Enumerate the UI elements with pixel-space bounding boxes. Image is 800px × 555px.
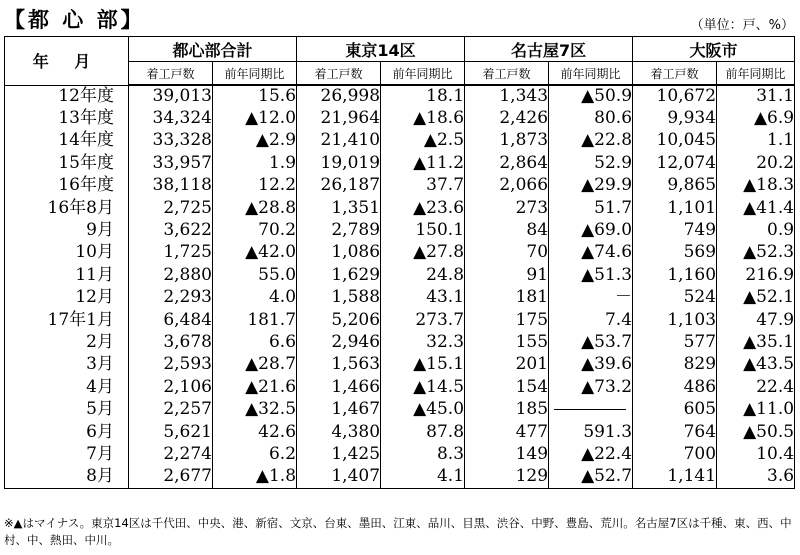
region-header: 名古屋7区 (465, 37, 633, 62)
unit-label: （単位：戸、%） (690, 18, 794, 33)
count-cell: 201 (465, 354, 549, 376)
table-row (5, 287, 795, 309)
table-row (5, 219, 795, 241)
count-cell: 2,066 (465, 175, 549, 197)
row-label: 5月 (5, 398, 129, 420)
row-label: 17年1月 (5, 309, 129, 331)
count-cell: 10,045 (633, 130, 717, 152)
count-cell: 21,964 (297, 107, 381, 129)
ratio-cell: 7.4 (549, 309, 633, 331)
count-cell: 1,343 (465, 85, 549, 107)
row-label: 16年8月 (5, 197, 129, 219)
ratio-cell: 181.7 (213, 309, 297, 331)
row-label: 6月 (5, 421, 129, 443)
count-cell: 38,118 (129, 175, 213, 197)
count-cell: 3,678 (129, 331, 213, 353)
ratio-cell: 55.0 (213, 264, 297, 286)
ratio-cell: 32.3 (381, 331, 465, 353)
table-row (5, 354, 795, 376)
row-label: 12年度 (5, 85, 129, 107)
count-cell: 1,563 (297, 354, 381, 376)
row-label: 12月 (5, 287, 129, 309)
row-label: 8月 (5, 466, 129, 488)
ratio-cell: 24.8 (381, 264, 465, 286)
page-header (4, 4, 794, 34)
ratio-cell: ▲28.8 (213, 197, 297, 219)
ratio-cell: 6.2 (213, 443, 297, 465)
count-cell: 2,593 (129, 354, 213, 376)
count-cell: 84 (465, 219, 549, 241)
count-cell: 2,789 (297, 219, 381, 241)
col-count-header: 着工戸数 (129, 62, 213, 86)
count-cell: 2,426 (465, 107, 549, 129)
ratio-cell: 12.2 (213, 175, 297, 197)
count-cell: 2,880 (129, 264, 213, 286)
count-cell: 34,324 (129, 107, 213, 129)
ratio-cell: ▲32.5 (213, 398, 297, 420)
table-row (5, 107, 795, 129)
row-label: 3月 (5, 354, 129, 376)
row-label: 4月 (5, 376, 129, 398)
ratio-cell: ▲1.8 (213, 466, 297, 488)
count-cell: 33,328 (129, 130, 213, 152)
ratio-cell: ▲73.2 (549, 376, 633, 398)
count-cell: 524 (633, 287, 717, 309)
region-header: 都心部合計 (129, 37, 297, 62)
row-label: 2月 (5, 331, 129, 353)
ratio-cell: 43.1 (381, 287, 465, 309)
table-row (5, 309, 795, 331)
ratio-cell: ▲15.1 (381, 354, 465, 376)
count-cell: 2,864 (465, 152, 549, 174)
count-cell: 5,206 (297, 309, 381, 331)
row-label: 10月 (5, 242, 129, 264)
ratio-cell: 10.4 (717, 443, 795, 465)
count-cell: 273 (465, 197, 549, 219)
row-label: 14年度 (5, 130, 129, 152)
ratio-cell: 1.9 (213, 152, 297, 174)
count-cell: 1,141 (633, 466, 717, 488)
count-cell: 21,410 (297, 130, 381, 152)
count-cell: 6,484 (129, 309, 213, 331)
count-cell: 154 (465, 376, 549, 398)
ratio-cell: 51.7 (549, 197, 633, 219)
count-cell: 1,160 (633, 264, 717, 286)
table-row (5, 130, 795, 152)
ratio-cell: ▲23.6 (381, 197, 465, 219)
count-cell: 10,672 (633, 85, 717, 107)
row-label: 15年度 (5, 152, 129, 174)
col-count-header: 着工戸数 (297, 62, 381, 86)
col-ratio-header: 前年同期比 (549, 62, 633, 86)
count-cell: 70 (465, 242, 549, 264)
table-row (5, 175, 795, 197)
ratio-cell: 20.2 (717, 152, 795, 174)
region-header: 大阪市 (633, 37, 795, 62)
table-row (5, 197, 795, 219)
count-cell: 1,629 (297, 264, 381, 286)
ratio-cell: ▲11.0 (717, 398, 795, 420)
ratio-cell: 31.1 (717, 85, 795, 107)
count-cell: 486 (633, 376, 717, 398)
ratio-cell: ▲2.9 (213, 130, 297, 152)
ratio-cell: ▲41.4 (717, 197, 795, 219)
ratio-cell: 87.8 (381, 421, 465, 443)
page-title: 【都 心 部】 (4, 8, 145, 32)
count-cell: 1,351 (297, 197, 381, 219)
table-row (5, 264, 795, 286)
ratio-cell: 3.6 (717, 466, 795, 488)
ratio-cell: ▲50.9 (549, 85, 633, 107)
count-cell: 1,466 (297, 376, 381, 398)
ratio-cell: ▲69.0 (549, 219, 633, 241)
count-cell: 9,865 (633, 175, 717, 197)
count-cell: 569 (633, 242, 717, 264)
ratio-cell: ▲74.6 (549, 242, 633, 264)
count-cell: 149 (465, 443, 549, 465)
row-label: 13年度 (5, 107, 129, 129)
col-ratio-header: 前年同期比 (381, 62, 465, 86)
ratio-cell: 42.6 (213, 421, 297, 443)
ratio-cell: ▲51.3 (549, 264, 633, 286)
ratio-cell: 52.9 (549, 152, 633, 174)
table-row (5, 398, 795, 420)
col-ratio-header: 前年同期比 (717, 62, 795, 86)
row-label: 9月 (5, 219, 129, 241)
row-label: 11月 (5, 264, 129, 286)
count-cell: 4,380 (297, 421, 381, 443)
count-cell: 700 (633, 443, 717, 465)
count-cell: 1,101 (633, 197, 717, 219)
ratio-cell: ▲18.3 (717, 175, 795, 197)
ratio-cell: 8.3 (381, 443, 465, 465)
ratio-cell: ▲14.5 (381, 376, 465, 398)
ratio-cell: ▲12.0 (213, 107, 297, 129)
ratio-cell: ▲18.6 (381, 107, 465, 129)
col-count-header: 着工戸数 (465, 62, 549, 86)
count-cell: 1,588 (297, 287, 381, 309)
ratio-cell: 216.9 (717, 264, 795, 286)
count-cell: 477 (465, 421, 549, 443)
ratio-cell: 273.7 (381, 309, 465, 331)
count-cell: 2,725 (129, 197, 213, 219)
count-cell: 1,103 (633, 309, 717, 331)
ratio-cell: ▲45.0 (381, 398, 465, 420)
row-label: 16年度 (5, 175, 129, 197)
table-row (5, 242, 795, 264)
table-row (5, 421, 795, 443)
count-cell: 2,293 (129, 287, 213, 309)
count-cell: 1,725 (129, 242, 213, 264)
count-cell: 2,106 (129, 376, 213, 398)
ratio-cell: ▲43.5 (717, 354, 795, 376)
ratio-cell: 0.9 (717, 219, 795, 241)
count-cell: 605 (633, 398, 717, 420)
table-row (5, 152, 795, 174)
ratio-cell: ▲6.9 (717, 107, 795, 129)
count-cell: 1,467 (297, 398, 381, 420)
housing-starts-table (4, 36, 795, 489)
ratio-cell: 150.1 (381, 219, 465, 241)
ratio-cell (549, 398, 633, 420)
ratio-cell: 15.6 (213, 85, 297, 107)
count-cell: 33,957 (129, 152, 213, 174)
ratio-cell: ▲29.9 (549, 175, 633, 197)
ratio-cell: ▲39.6 (549, 354, 633, 376)
count-cell: 19,019 (297, 152, 381, 174)
count-cell: 1,425 (297, 443, 381, 465)
table-body (5, 85, 795, 488)
ratio-cell: 80.6 (549, 107, 633, 129)
count-cell: 155 (465, 331, 549, 353)
year-month-header: 年 月 (5, 37, 129, 86)
table-row (5, 466, 795, 488)
ratio-cell: 22.4 (717, 376, 795, 398)
table-row (5, 443, 795, 465)
region-header: 東京14区 (297, 37, 465, 62)
table-row (5, 376, 795, 398)
ratio-cell: ▲11.2 (381, 152, 465, 174)
ratio-cell: ▲42.0 (213, 242, 297, 264)
ratio-cell: ▲22.4 (549, 443, 633, 465)
col-count-header: 着工戸数 (633, 62, 717, 86)
ratio-cell: ▲52.3 (717, 242, 795, 264)
count-cell: 91 (465, 264, 549, 286)
count-cell: 2,274 (129, 443, 213, 465)
count-cell: 26,187 (297, 175, 381, 197)
ratio-cell: ▲52.7 (549, 466, 633, 488)
ratio-cell: 591.3 (549, 421, 633, 443)
ratio-cell: ▲2.5 (381, 130, 465, 152)
table-row (5, 331, 795, 353)
ratio-cell: 18.1 (381, 85, 465, 107)
count-cell: 185 (465, 398, 549, 420)
ratio-cell: 4.1 (381, 466, 465, 488)
footnote: ※▲はマイナス。東京14区は千代田、中央、港、新宿、文京、台東、墨田、江東、品川、目黒、渋谷、中野、豊島、荒川。名古屋7区は千種、東、西、中村、中、熱田、中川。 (4, 516, 792, 547)
count-cell: 3,622 (129, 219, 213, 241)
count-cell: 2,946 (297, 331, 381, 353)
no-data-line (554, 409, 626, 410)
count-cell: 9,934 (633, 107, 717, 129)
ratio-cell: ▲21.6 (213, 376, 297, 398)
count-cell: 829 (633, 354, 717, 376)
count-cell: 749 (633, 219, 717, 241)
ratio-cell: ▲28.7 (213, 354, 297, 376)
ratio-cell: 37.7 (381, 175, 465, 197)
count-cell: 39,013 (129, 85, 213, 107)
col-ratio-header: 前年同期比 (213, 62, 297, 86)
ratio-cell: ▲22.8 (549, 130, 633, 152)
ratio-cell: 1.1 (717, 130, 795, 152)
count-cell: 1,407 (297, 466, 381, 488)
count-cell: 764 (633, 421, 717, 443)
count-cell: 1,086 (297, 242, 381, 264)
ratio-cell: 70.2 (213, 219, 297, 241)
ratio-cell: ▲35.1 (717, 331, 795, 353)
ratio-cell: ▲27.8 (381, 242, 465, 264)
ratio-cell: ▲53.7 (549, 331, 633, 353)
ratio-cell: ▲50.5 (717, 421, 795, 443)
count-cell: 181 (465, 287, 549, 309)
count-cell: 2,257 (129, 398, 213, 420)
count-cell: 26,998 (297, 85, 381, 107)
count-cell: 577 (633, 331, 717, 353)
count-cell: 5,621 (129, 421, 213, 443)
count-cell: 1,873 (465, 130, 549, 152)
ratio-cell: － (549, 287, 633, 309)
count-cell: 12,074 (633, 152, 717, 174)
ratio-cell: 47.9 (717, 309, 795, 331)
table-row (5, 85, 795, 107)
row-label: 7月 (5, 443, 129, 465)
count-cell: 129 (465, 466, 549, 488)
ratio-cell: ▲52.1 (717, 287, 795, 309)
ratio-cell: 4.0 (213, 287, 297, 309)
count-cell: 175 (465, 309, 549, 331)
ratio-cell: 6.6 (213, 331, 297, 353)
count-cell: 2,677 (129, 466, 213, 488)
